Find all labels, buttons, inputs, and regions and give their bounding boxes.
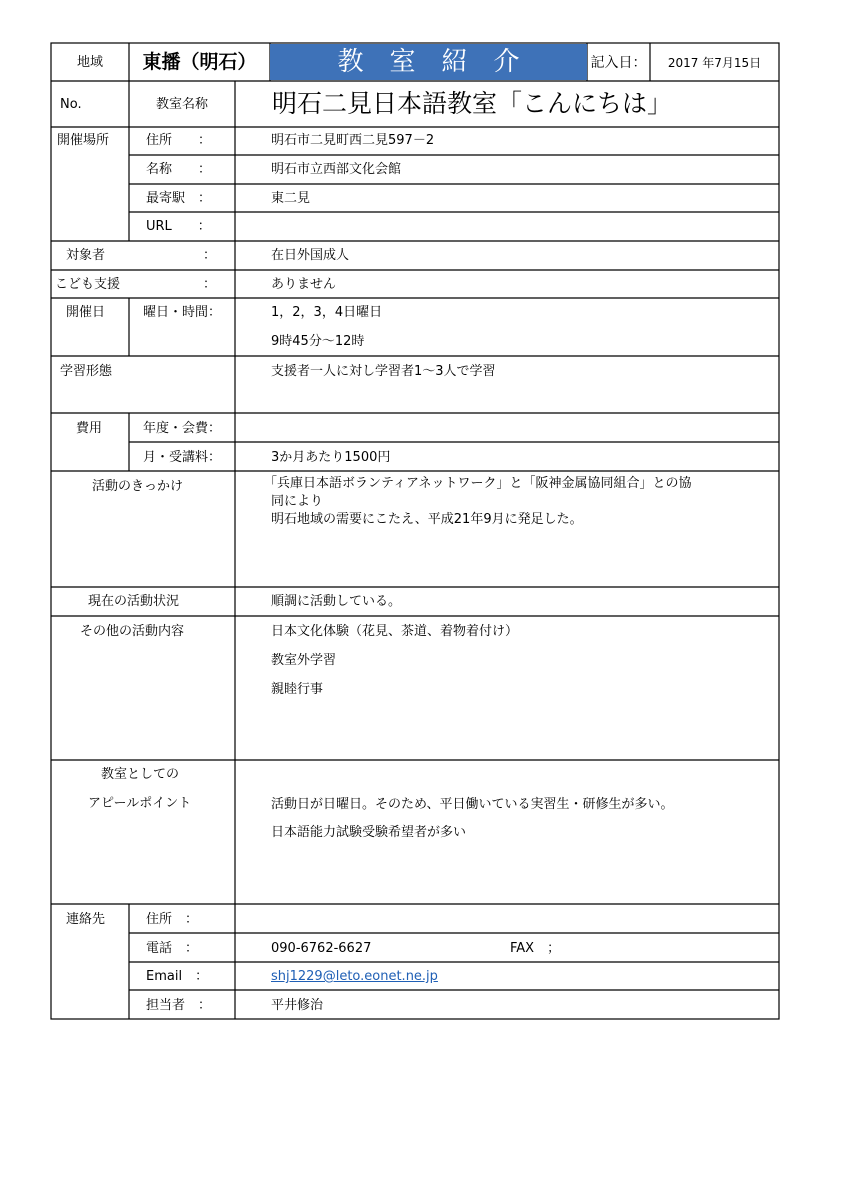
contact-address-label: 住所 ：	[146, 912, 199, 927]
contact-phone: 090-6762-6627	[271, 941, 372, 956]
fees-label: 費用	[76, 421, 103, 436]
other-activity-item: 教室外学習	[271, 653, 337, 668]
status-value: 順調に活動している。	[271, 594, 402, 609]
contact-email-label: Email ：	[146, 969, 209, 984]
contact-phone-label: 電話 ：	[146, 941, 199, 956]
venue-place-label: 名称 ：	[146, 162, 212, 177]
contact-email-link[interactable]: shj1229@leto.eonet.ne.jp	[271, 969, 438, 984]
origin-line-2: 同により	[271, 494, 324, 509]
region-value: 東播（明石）	[142, 51, 257, 73]
children-support-label: こども支援	[55, 277, 121, 292]
fees-monthly-label: 月・受講料：	[143, 450, 222, 465]
entry-date-label: 記入日：	[590, 55, 647, 71]
appeal-line-1: 活動日が日曜日。そのため、平日働いている実習生・研修生が多い。	[271, 797, 674, 812]
region-label: 地域	[76, 55, 103, 70]
contact-label: 連絡先	[66, 912, 106, 927]
fees-annual-label: 年度・会費：	[143, 421, 222, 436]
no-label: No.	[60, 97, 82, 112]
fees-monthly-value: 3か月あたり1500円	[271, 450, 391, 465]
other-activity-item: 日本文化体験（花見、茶道、着物着付け）	[271, 624, 519, 639]
target-colon: ：	[203, 248, 217, 263]
origin-label: 活動のきっかけ	[92, 479, 184, 494]
contact-person: 平井修治	[271, 998, 324, 1013]
target-value: 在日外国成人	[271, 248, 350, 263]
contact-person-label: 担当者 ：	[146, 998, 212, 1013]
appeal-label-line-2: アピールポイント	[88, 796, 192, 811]
origin-line-1: 「兵庫日本語ボランティアネットワーク」と「阪神金属協同組合」との協	[264, 476, 692, 491]
venue-section-label: 開催場所	[57, 133, 110, 148]
status-label: 現在の活動状況	[88, 594, 180, 609]
learning-style-value: 支援者一人に対し学習者1～3人で学習	[271, 364, 496, 379]
schedule-sub-label: 曜日・時間：	[143, 305, 222, 320]
other-activities-label: その他の活動内容	[80, 624, 185, 639]
other-activity-item: 親睦行事	[271, 682, 324, 697]
venue-url-label: URL ：	[146, 219, 211, 234]
learning-style-label: 学習形態	[60, 364, 113, 379]
appeal-label-line-1: 教室としての	[101, 767, 180, 782]
children-support-colon: ：	[203, 277, 217, 292]
schedule-days: 1，2，3，4日曜日	[271, 305, 383, 320]
banner-title: 教室紹介	[337, 47, 546, 77]
children-support-value: ありません	[271, 277, 337, 292]
target-label: 対象者	[66, 248, 106, 263]
contact-fax-label: FAX ；	[510, 941, 561, 956]
schedule-label: 開催日	[66, 305, 106, 320]
classroom-name: 明石二見日本語教室「こんにちは」	[272, 89, 673, 118]
appeal-line-2: 日本語能力試験受験希望者が多い	[271, 825, 467, 840]
venue-place: 明石市立西部文化会館	[271, 162, 402, 177]
venue-station-label: 最寄駅 ：	[146, 191, 212, 206]
entry-date: 2017 年7月15日	[667, 56, 762, 70]
venue-address: 明石市二見町西二見597－2	[271, 133, 435, 148]
venue-station: 東二見	[271, 191, 311, 206]
venue-address-label: 住所 ：	[146, 133, 212, 148]
origin-line-3: 明石地域の需要にこたえ、平成21年9月に発足した。	[271, 512, 583, 527]
schedule-time: 9時45分～12時	[271, 334, 365, 349]
classroom-name-label: 教室名称	[155, 97, 208, 112]
